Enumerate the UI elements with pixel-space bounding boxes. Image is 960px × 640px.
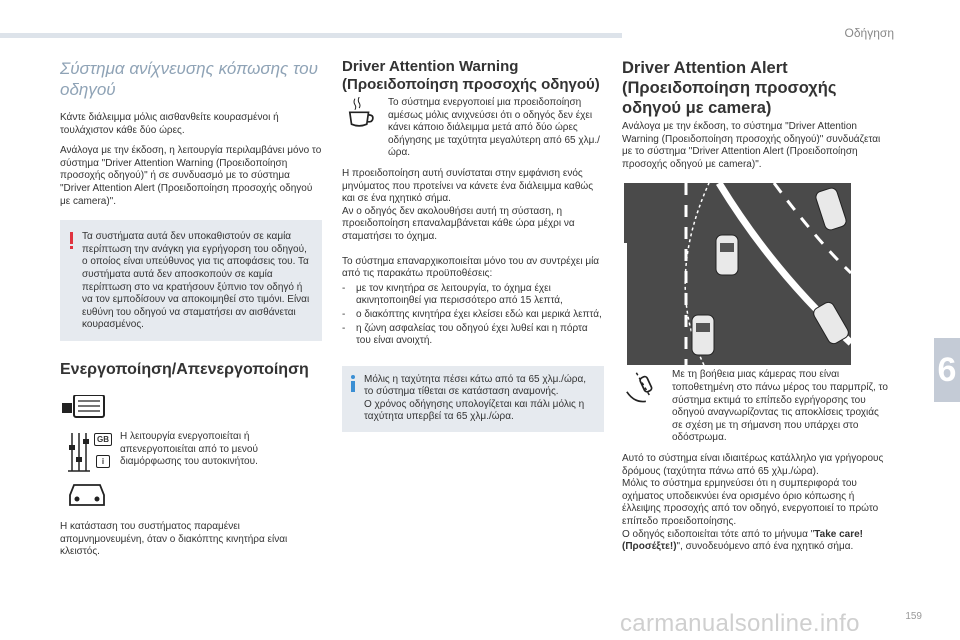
lane-camera-icon [622, 369, 664, 407]
paragraph-fast-roads: Αυτό το σύστημα είναι ιδιαιτέρως κατάλληλο για γρήγορους δρόμους (ταχύτητα πάνω από 65 χλμ./ώρα). [622, 452, 884, 477]
column-attention-alert [622, 58, 890, 562]
enable-description: Η λειτουργία ενεργοποιείται ή απενεργοποιείται από το μενού διαμόρφωσης του αυτοκινήτου. [120, 430, 258, 468]
paragraph-repeat: Αν ο οδηγός δεν ακολουθήσει αυτή τη σύσταση, η προειδοποίηση επαναλαμβάνεται κάθε ώρα μέχρι να σταματήσει το όχημα. [342, 205, 575, 242]
paragraph-state-memorized: Η κατάσταση του συστήματος παραμένει απομνημονευμένη, όταν ο διακόπτης κινητήρα είναι κλειστός. [60, 520, 288, 558]
settings-sliders-icon [68, 433, 90, 471]
section-title-fatigue: Σύστημα ανίχνευσης κόπωσης του οδηγού [60, 59, 318, 99]
paragraph-fatigue-threshold: Μόλις το σύστημα ερμηνεύσει ότι η συμπεριφορά του οχήματος υποδεικνύει ένα ορισμένο όριο κόπωσης ή έλλειψης προσοχής από τον οδηγό, ενεργοποιεί το πρώτο επίπεδο προειδοποίησης. [622, 478, 879, 527]
coffee-row [342, 97, 604, 160]
coffee-cup-icon [342, 97, 378, 131]
list-item: - με τον κινητήρα σε λειτουργία, το όχημα έχει ακινητοποιηθεί για περισσότερο από 15 λεπτά, [342, 283, 604, 308]
list-item: - η ζώνη ασφαλείας του οδηγού έχει λυθεί και η πόρτα του είναι ανοιχτή. [342, 323, 604, 348]
section-title-warning: Driver Attention Warning (Προειδοποίηση προσοχής οδηγού) [342, 58, 600, 93]
vehicle-config-icons [60, 395, 116, 511]
section-title-enable: Ενεργοποίηση/Απενεργοποίηση [60, 360, 309, 378]
car-icon [692, 315, 714, 355]
lane-drift-illustration [624, 183, 851, 365]
gb-badge: GB [94, 433, 112, 446]
conditions-list [342, 283, 604, 348]
warning-text: Τα συστήματα αυτά δεν υποκαθιστούν σε καμία περίπτωση την ανάγκη για εγρήγορση του οδηγού, ο οποίος είναι υπεύθυνος για τις αποφάσεις του. Τα συστήματα αυτά δεν αποσκοπούν σε καμία περίπτωση στο να κρατήσουν ξύπνιο τον οδηγό ή να τον εμποδίσουν να αποκοιμηθεί στο τιμόνι. Είναι ευθύνη του οδηγού να σταματήσει αν αισθάνεται κουρασμένος. [82, 231, 310, 331]
paragraph-message: Η προειδοποίηση αυτή συνίσταται στην εμφάνιση ενός μηνύματος που προτείνει να κάνετε ένα διάλειμμα καθώς και σε ένα ηχητικό σήμα. [342, 167, 594, 205]
chapter-title: Οδήγηση [844, 26, 894, 40]
paragraph-take-care [622, 529, 890, 554]
paragraph-reset-conditions: Το σύστημα επαναρχικοποιείται μόνο του αν συντρέχει μία από τις παρακάτω προϋποθέσεις: [342, 255, 600, 280]
header-bar [0, 33, 622, 38]
camera-row [622, 369, 890, 445]
paragraph-break-advice: Κάντε διάλειμμα μόλις αισθανθείτε κουρασμένοι ή τουλάχιστον κάθε δύο ώρες. [60, 112, 279, 136]
page-number: 159 [905, 611, 922, 622]
column-fatigue-intro [60, 58, 322, 567]
car-icon [716, 235, 738, 275]
info-box [342, 366, 604, 432]
info-badge: i [96, 455, 110, 468]
info-standby-text: Μόλις η ταχύτητα πέσει κάτω από τα 65 χλμ./ώρα, το σύστημα τίθεται σε κατάσταση αναμονής. [364, 373, 587, 398]
section-title-alert: Driver Attention Alert (Προειδοποίηση προσοχής οδηγού με camera) [622, 59, 837, 117]
paragraph-combined: Ανάλογα με την έκδοση, το σύστημα "Driver Attention Warning (Προειδοποίηση προσοχής οδηγού)" συνδυάζεται με το σύστημα "Driver Attention Alert (Προειδοποίηση προσοχής οδηγού με camera)". [622, 121, 881, 170]
touchscreen-icon [62, 395, 104, 417]
list-item: - ο διακόπτης κινητήρα έχει κλείσει εδώ και μερικά λεπτά, [342, 309, 604, 322]
warning-icon [68, 232, 74, 250]
column-attention-warning [342, 58, 604, 432]
paragraph-versions: Ανάλογα με την έκδοση, η λειτουργία περιλαμβάνει μόνο το σύστημα "Driver Attention Warning (Προειδοποίηση προσοχής οδηγού)" ή σε συνδυασμό με το σύστημα "Driver Attention Alert (Προειδοποίηση προσοχής οδηγού με camera)". [60, 145, 322, 207]
warning-box [60, 220, 322, 341]
chapter-tab: 6 [934, 338, 960, 402]
coffee-break-text: Το σύστημα ενεργοποιεί μια προειδοποίηση αμέσως μόλις ανιχνεύσει ότι ο οδηγός δεν έχει κάνει κάποιο διάλειμμα μετά από δύο ώρες οδήγησης με ταχύτητα μεγαλύτερη από 65 χλμ./ώρα. [388, 97, 600, 159]
car-dashboard-icon [70, 485, 104, 505]
info-resume-text: Ο χρόνος οδήγησης υπολογίζεται και πάλι μόλις η ταχύτητα υπερβεί τα 65 χλμ./ώρα. [364, 398, 585, 423]
camera-description: Με τη βοήθεια μιας κάμερας που είναι τοποθετημένη στο πάνω μέρος του παρμπρίζ, το σύστημα εκτιμά το επίπεδο εγρήγορσης του οδηγού αναγνωρίζοντας τις αποκλίσεις τροχιάς σε σχέση με τη σήμανση που υπάρχει στο οδόστρωμα. [672, 369, 888, 444]
take-care-suffix: ", συνοδευόμενο από ένα ηχητικό σήμα. [676, 541, 854, 553]
info-icon [350, 375, 356, 393]
watermark: carmanualsonline.info [620, 610, 860, 637]
config-icons [60, 395, 322, 511]
take-care-message: Take care! (Προσέξτε!) [622, 528, 864, 553]
take-care-prefix: Ο οδηγός ειδοποιείται τότε από το μήνυμα " [622, 528, 815, 540]
